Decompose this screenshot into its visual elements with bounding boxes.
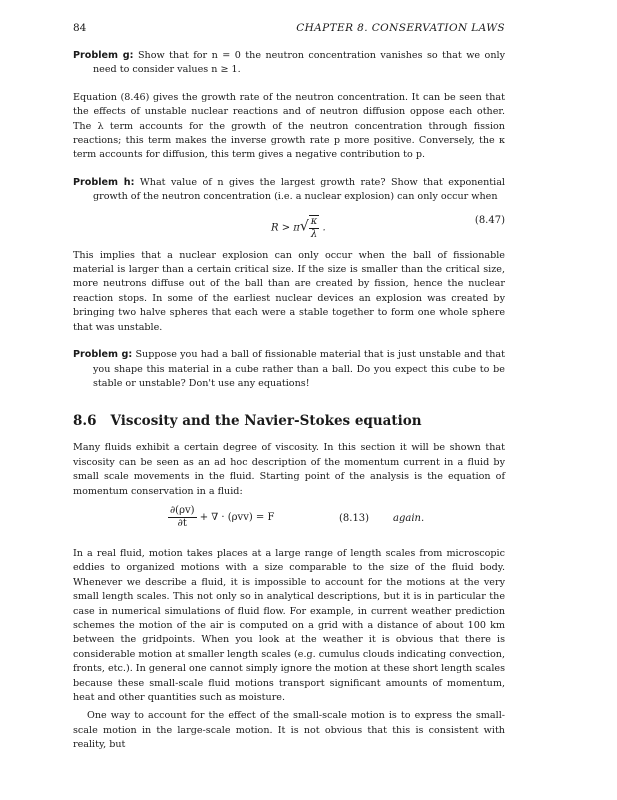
equation-again: again.: [393, 512, 425, 524]
problem-text: What value of n gives the largest growth rate? Show that exponential growth of the neutron concentration (i.e. a nuclear explosion) can only occur when: [93, 176, 505, 203]
problem-g-first: [73, 49, 505, 78]
partial-fraction: [168, 505, 197, 530]
equation-number: (8.47): [474, 214, 505, 226]
equation-number: (8.13): [339, 512, 370, 524]
equation-lhs: R > π: [271, 222, 300, 234]
sqrt-sign: √: [299, 218, 309, 235]
section-heading: [73, 413, 505, 429]
root-denominator: λ: [310, 228, 318, 240]
paragraph-critical-size: This implies that a nuclear explosion can only occur when the ball of fissionable material is larger than a certain critical size. If the size is smaller than the critical size, more neutrons diffuse out of the ball than are created by fission, hence the nuclear reaction stops. In some of the earliest nuclear devices an explosion was created by bringing two halve spheres that each were a stable together to form one whole sphere that was unstable.: [73, 249, 505, 333]
problem-g-second: [73, 348, 505, 391]
fraction-bottom: ∂t: [177, 517, 187, 529]
section-title: Viscosity and the Navier-Stokes equation: [110, 413, 422, 430]
problem-label: Problem g:: [73, 50, 134, 61]
problem-text: Show that for n = 0 the neutron concentration vanishes so that we only need to consider values n ≥ 1.: [93, 50, 506, 76]
equation-8-13: [73, 501, 505, 539]
problem-label: Problem h:: [73, 176, 135, 188]
equation-rest: + ∇ · (ρvv) = F: [196, 511, 275, 523]
page-number: 84: [73, 22, 87, 34]
fraction-top: ∂(ρv): [170, 504, 195, 516]
problem-h: [73, 176, 505, 205]
running-header: [73, 22, 505, 36]
page: [73, 22, 505, 753]
sqrt-fraction: [309, 215, 320, 241]
equation-math: R > π√ $\frac{\kappa}{\lambda}$ .: [271, 215, 326, 240]
section-number: 8.6: [73, 413, 97, 430]
paragraph-viscosity-intro: Many fluids exhibit a certain degree of viscosity. In this section it will be shown that viscosity can be seen as an ad hoc description of the momentum current in a fluid by small scale movements in the fluid. Starting point of the analysis is the equation of momentum conservation in a fluid:: [73, 442, 505, 497]
problem-label: Problem g:: [73, 349, 133, 361]
problem-text: Suppose you had a ball of fissionable material that is just unstable and that you shape this material in a cube rather than a ball. Do you expect this cube to be stable or unstable? Don't use any equations!: [93, 349, 506, 389]
paragraph-small-scale: One way to account for the effect of the small-scale motion is to express the small-scale motion in the large-scale motion. It is not obvious that this is consistent with reality, but: [73, 710, 505, 751]
root-numerator: κ: [310, 215, 318, 227]
equation-math: [168, 505, 274, 530]
chapter-title: CHAPTER 8. CONSERVATION LAWS: [296, 22, 505, 34]
paragraph-growth-rate: Equation (8.46) gives the growth rate of the neutron concentration. It can be seen that the effects of unstable nuclear reactions and of neutron diffusion oppose each other. The λ term accounts for the growth of the neutron concentration through fission reactions; this term makes the inverse growth rate p more positive. Conversely, the κ term accounts for diffusion, this term gives a negative contribution to p.: [73, 91, 505, 161]
equation-8-47: [73, 207, 505, 239]
paragraph-real-fluid: In a real fluid, motion takes places at a large range of length scales from microscopic eddies to organized motions with a size comparable to the size of the fluid body. Whenever we describe a fluid, it is impossible to account for the motions at the very small length scales. This not only so in analytical descriptions, but it is in particular the case in numerical simulations of fluid flow. For example, in current weather prediction schemes the motion of the air is computed on a grid with a distance of about 100 km between the gridpoints. When you look at the weather it is obvious that there is considerable motion at smaller length scales (e.g. cumulus clouds indicating convection, fronts, etc.). In general one cannot simply ignore the motion at these short length scales because these small-scale fluid motions transport significant amounts of momentum, heat and other quantities such as moisture.: [73, 547, 505, 703]
